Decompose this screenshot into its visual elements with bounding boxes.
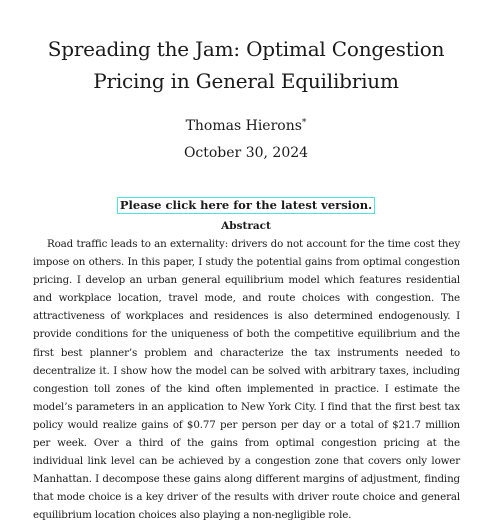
author-name: Thomas Hierons [185,118,302,134]
abstract-heading: Abstract [221,220,271,232]
author-footnote-mark[interactable]: * [301,118,307,128]
latest-version-link-wrap [0,194,492,214]
abstract-body: Road traffic leads to an externality: drivers do not account for the time cost they impose on others. In this paper, I study the potential gains from optimal congestion pricing. I develop an urban general equilibrium model which features residential and workplace location, travel mode, and route choices with congestion. The attractiveness of workplaces and residences is also determined endogenously. I provide conditions for the uniqueness of both the competitive equilibrium and the first best planner’s problem and characterize the tax instruments needed to decentralize it. I show how the model can be solved with arbitrary taxes, including congestion toll zones of the kind often implemented in practice. I estimate the model’s parameters in an application to New York City. I find that the first best tax policy would realize gains of $0.77 per person per day or a total of $21.7 million per week. Over a third of the gains from optimal congestion pricing at the individual link level can be achieved by a congestion zone that covers only lower Manhattan. I decompose these gains along different margins of adjustment, finding that mode choice is a key driver of the results with driver route choice and general equilibrium location choices also playing a non-negligible role. [33,238,460,522]
latest-version-link[interactable]: Please click here for the latest version. [117,197,375,214]
author-line [0,113,492,136]
paper-date: October 30, 2024 [183,145,309,161]
paper-title: Spreading the Jam: Optimal Congestion Pricing in General Equilibrium [47,37,445,93]
